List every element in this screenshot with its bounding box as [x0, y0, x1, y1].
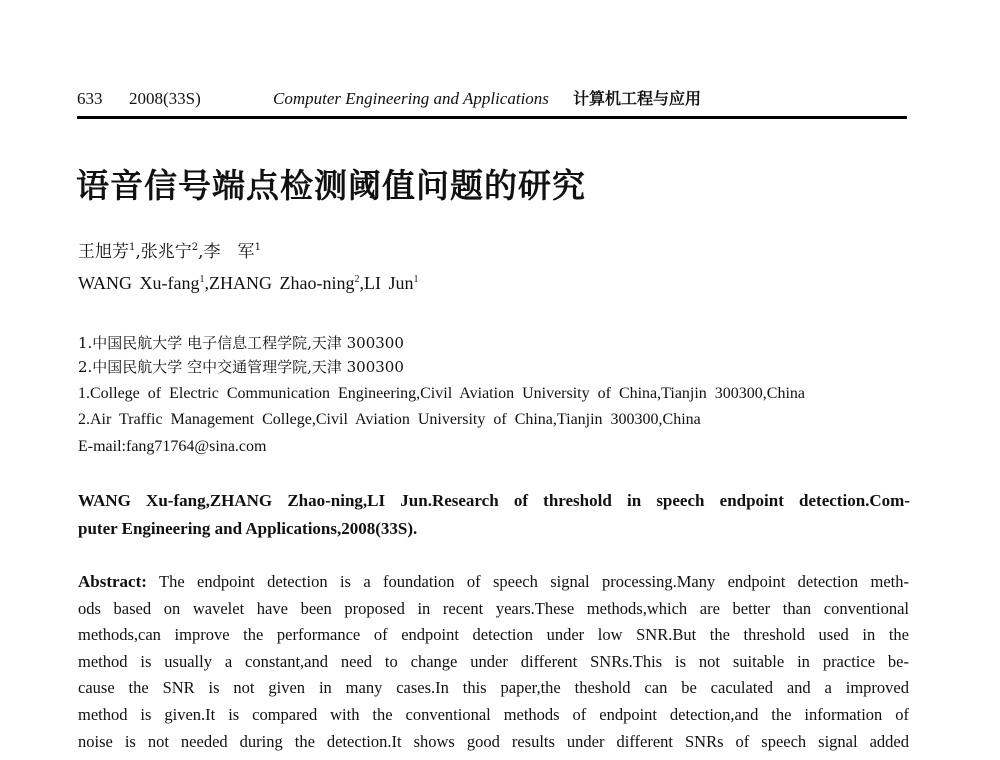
paper-title-cn: 语音信号端点检测阈值问题的研究: [76, 166, 586, 205]
affiliation-1-cn: 1.中国民航大学 电子信息工程学院,天津 300300: [78, 334, 404, 352]
page-number: 633: [77, 89, 103, 108]
affiliation-marker: 2: [354, 274, 360, 285]
header-rule: [77, 116, 907, 119]
author-name: 张兆宁: [140, 242, 192, 262]
abstract: [78, 569, 909, 755]
author-email: E-mail:fang71764@sina.com: [78, 438, 267, 455]
author-name: 李 军: [203, 242, 255, 262]
citation-line: puter Engineering and Applications,2008(33S).: [78, 519, 418, 538]
citation: [78, 487, 910, 543]
author-name: 王旭芳: [78, 242, 129, 262]
abstract-label: Abstract:: [78, 572, 147, 591]
authors-cn: [78, 240, 261, 264]
affiliation-marker: 1: [413, 274, 419, 285]
affiliation-2-cn: 2.中国民航大学 空中交通管理学院,天津 300300: [78, 358, 404, 376]
abstract-line: cause the SNR is not given in many cases.In this paper,the theshold can be caculated and a improved: [78, 678, 909, 698]
abstract-text: The endpoint detection is a foundation of speech signal processing.Many endpoint detection meth-: [146, 572, 909, 591]
separator: ,: [198, 242, 204, 262]
abstract-line: methods,can improve the performance of endpoint detection under low SNR.But the threshold used in the: [78, 625, 909, 645]
affiliation-2-en: 2.Air Traffic Management College,Civil Aviation University of China,Tianjin 300300,China: [78, 411, 701, 428]
issue-label: 2008(33S): [129, 89, 201, 108]
citation-line: WANG Xu-fang,ZHANG Zhao-ning,LI Jun.Research of threshold in speech endpoint detection.Com-: [78, 491, 910, 510]
abstract-line: ods based on wavelet have been proposed in recent years.These methods,which are better than conventional: [78, 598, 909, 618]
separator: ,: [135, 242, 141, 262]
abstract-line: noise is not needed during the detection.It shows good results under different SNRs of speech signal added: [78, 731, 909, 751]
affiliation-marker: 1: [199, 274, 205, 285]
authors-en: [78, 271, 418, 295]
journal-name-en: Computer Engineering and Applications: [273, 89, 549, 108]
author-name: ZHANG Zhao-ning: [208, 273, 355, 293]
author-name: WANG Xu-fang: [78, 273, 200, 293]
affiliation-marker: 2: [191, 242, 199, 253]
author-name: LI Jun: [363, 273, 414, 293]
affiliation-marker: 1: [129, 242, 136, 253]
separator: ,: [359, 273, 364, 293]
abstract-line: [78, 569, 909, 596]
abstract-line: method is usually a constant,and need to change under different SNRs.This is not suitable in practice be-: [78, 651, 909, 671]
abstract-line: method is given.It is compared with the conventional methods of endpoint detection,and the information of: [78, 704, 909, 724]
journal-name-cn: 计算机工程与应用: [573, 89, 702, 108]
affiliation-1-en: 1.College of Electric Communication Engineering,Civil Aviation University of China,Tianjin 300300,China: [78, 385, 806, 402]
separator: ,: [204, 273, 209, 293]
affiliation-marker: 1: [254, 242, 261, 253]
